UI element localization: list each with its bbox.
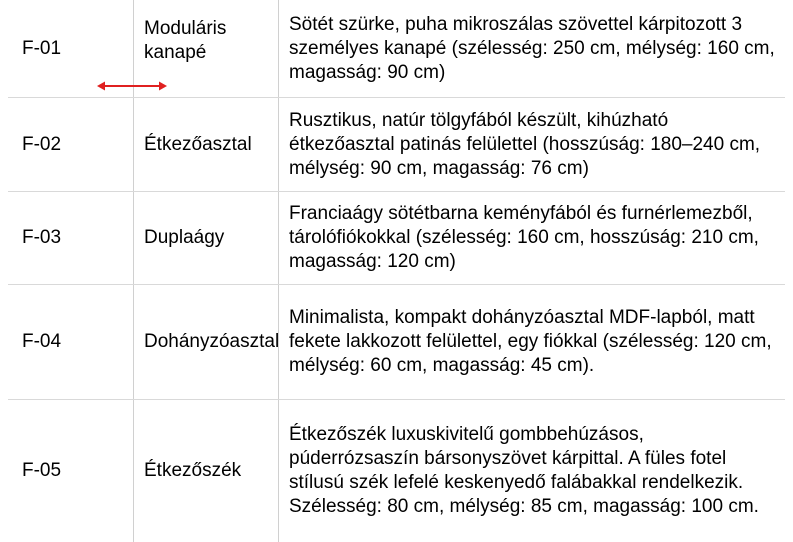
item-description-text: Minimalista, kompakt dohányzóasztal MDF-lapból, matt fekete lakkozott felülettel, egy fiókkal (szélesség: 120 cm, mélység: 60 cm, magasság: 45 cm).: [289, 307, 772, 376]
item-id-cell: F-03: [22, 227, 62, 248]
item-description-cell: [278, 285, 785, 399]
item-name-cell: [133, 98, 278, 191]
item-description-text: Rusztikus, natúr tölgyfából készült, kihúzható étkezőasztal patinás felülettel (hosszúság: 180–240 cm, mélység: 90 cm, magasság: 76 cm): [289, 109, 761, 179]
item-description-cell: [278, 192, 785, 284]
item-description-text: Sötét szürke, puha mikroszálas szövettel kárpitozott 3 személyes kanapé (szélesség: 250 cm, mélység: 160 cm, magasság: 90 cm): [289, 13, 775, 83]
furniture-table: [8, 0, 785, 542]
item-id-cell: F-01: [22, 37, 62, 59]
double-arrow-horizontal-icon: [97, 80, 167, 92]
item-id-cell: F-04: [22, 331, 62, 352]
item-name-cell: [133, 400, 278, 542]
item-id-cell: F-02: [22, 133, 62, 155]
column-resize-handle[interactable]: [97, 80, 167, 92]
item-description-cell: [278, 0, 785, 97]
item-description-text: Franciaágy sötétbarna keményfából és furnérlemezből, tárolófiókokkal (szélesség: 160 cm, hosszúság: 210 cm, magasság: 120 cm): [289, 203, 759, 272]
table-row[interactable]: [8, 98, 785, 192]
item-description-text: Étkezőszék luxuskivitelű gombbehúzásos, púderrózsaszín bársonyszövet kárpittal. A füles fotel stílusú szék lefelé keskenyedő falábakkal rendelkezik. Szélesség: 80 cm, mélység: 85 cm, magasság: 100 cm.: [289, 424, 759, 517]
item-name-text: Duplaágy: [144, 227, 225, 248]
table-row[interactable]: [8, 400, 785, 542]
item-name-text: Étkezőasztal: [144, 133, 252, 155]
item-name-cell: [133, 285, 278, 399]
item-description-cell: [278, 400, 785, 542]
item-name-cell: [133, 192, 278, 284]
item-description-cell: [278, 98, 785, 191]
item-name-text: Étkezőszék: [144, 460, 242, 481]
item-name-text: Dohányzóasztal: [144, 331, 280, 352]
item-id-cell: F-05: [22, 460, 62, 481]
table-row[interactable]: [8, 192, 785, 285]
item-name-text: Moduláris kanapé: [144, 17, 227, 63]
table-row[interactable]: [8, 285, 785, 400]
